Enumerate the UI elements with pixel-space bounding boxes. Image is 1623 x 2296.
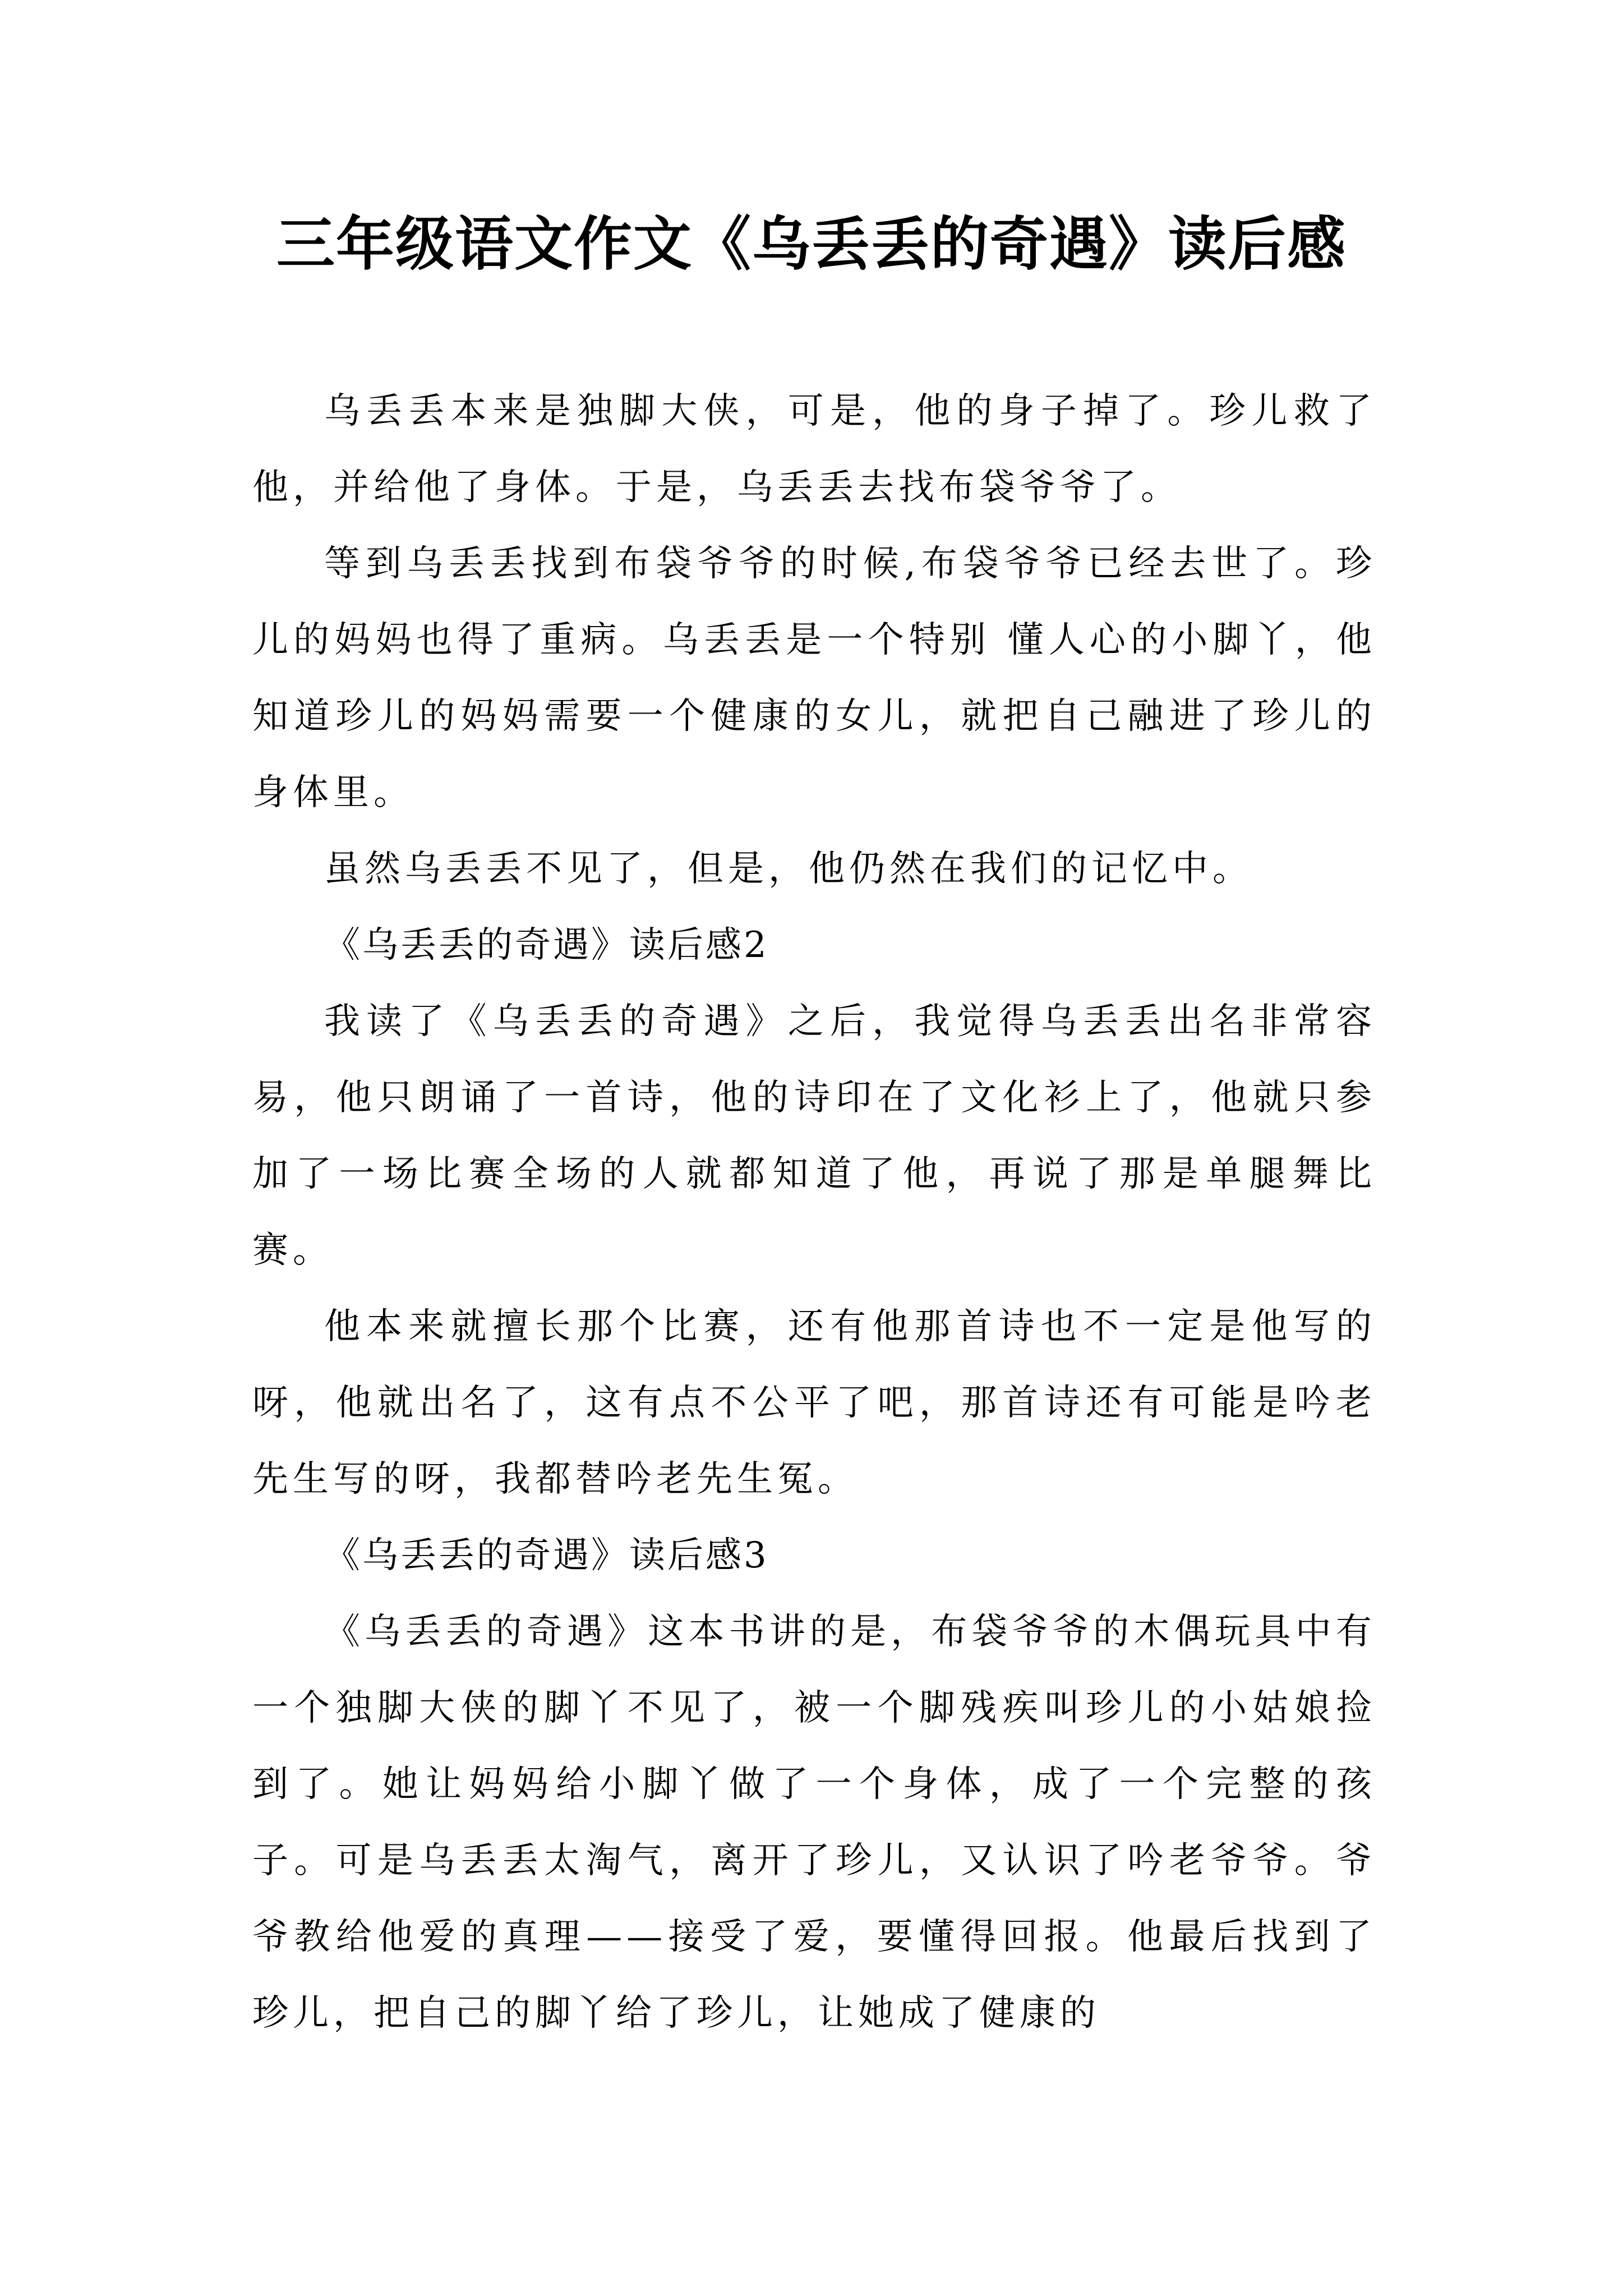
section-heading: 《乌丢丢的奇遇》读后感2: [324, 924, 769, 966]
paragraph: 我读了《乌丢丢的奇遇》之后，我觉得乌丢丢出名非常容易，他只朗诵了一首诗，他的诗印在了文化衫上了，他就只参加了一场比赛全场的人就都知道了他，再说了那是单腿舞比赛。: [252, 1001, 1376, 1271]
paragraph: 《乌丢丢的奇遇》这本书讲的是，布袋爷爷的木偶玩具中有一个独脚大侠的脚丫不见了，被一个脚残疾叫珍儿的小姑娘捡到了。她让妈妈给小脚丫做了一个身体，成了一个完整的孩子。可是乌丢丢太淘气，离开了珍儿，又认识了吟老爷爷。爷爷教给他爱的真理——接受了爱，要懂得回报。他最后找到了珍儿，把自己的脚丫给了珍儿，让她成了健康的: [252, 1611, 1376, 2034]
paragraph: 乌丢丢本来是独脚大侠，可是，他的身子掉了。珍儿救了他，并给他了身体。于是，乌丢丢去找布袋爷爷了。: [252, 390, 1376, 508]
document-title: 三年级语文作文《乌丢丢的奇遇》读后感: [276, 209, 1347, 278]
paragraph: 虽然乌丢丢不见了，但是，他仍然在我们的记忆中。: [324, 848, 1253, 890]
paragraph: 他本来就擅长那个比赛，还有他那首诗也不一定是他写的呀，他就出名了，这有点不公平了吧，那首诗还有可能是吟老先生写的呀，我都替吟老先生冤。: [252, 1306, 1376, 1500]
paragraph: 等到乌丢丢找到布袋爷爷的时候,布袋爷爷已经去世了。珍儿的妈妈也得了重病。乌丢丢是一个特别 懂人心的小脚丫，他知道珍儿的妈妈需要一个健康的女儿，就把自己融进了珍儿的身体里。: [252, 543, 1376, 813]
section-heading: 《乌丢丢的奇遇》读后感3: [324, 1535, 769, 1576]
document-body: [252, 373, 1376, 2051]
